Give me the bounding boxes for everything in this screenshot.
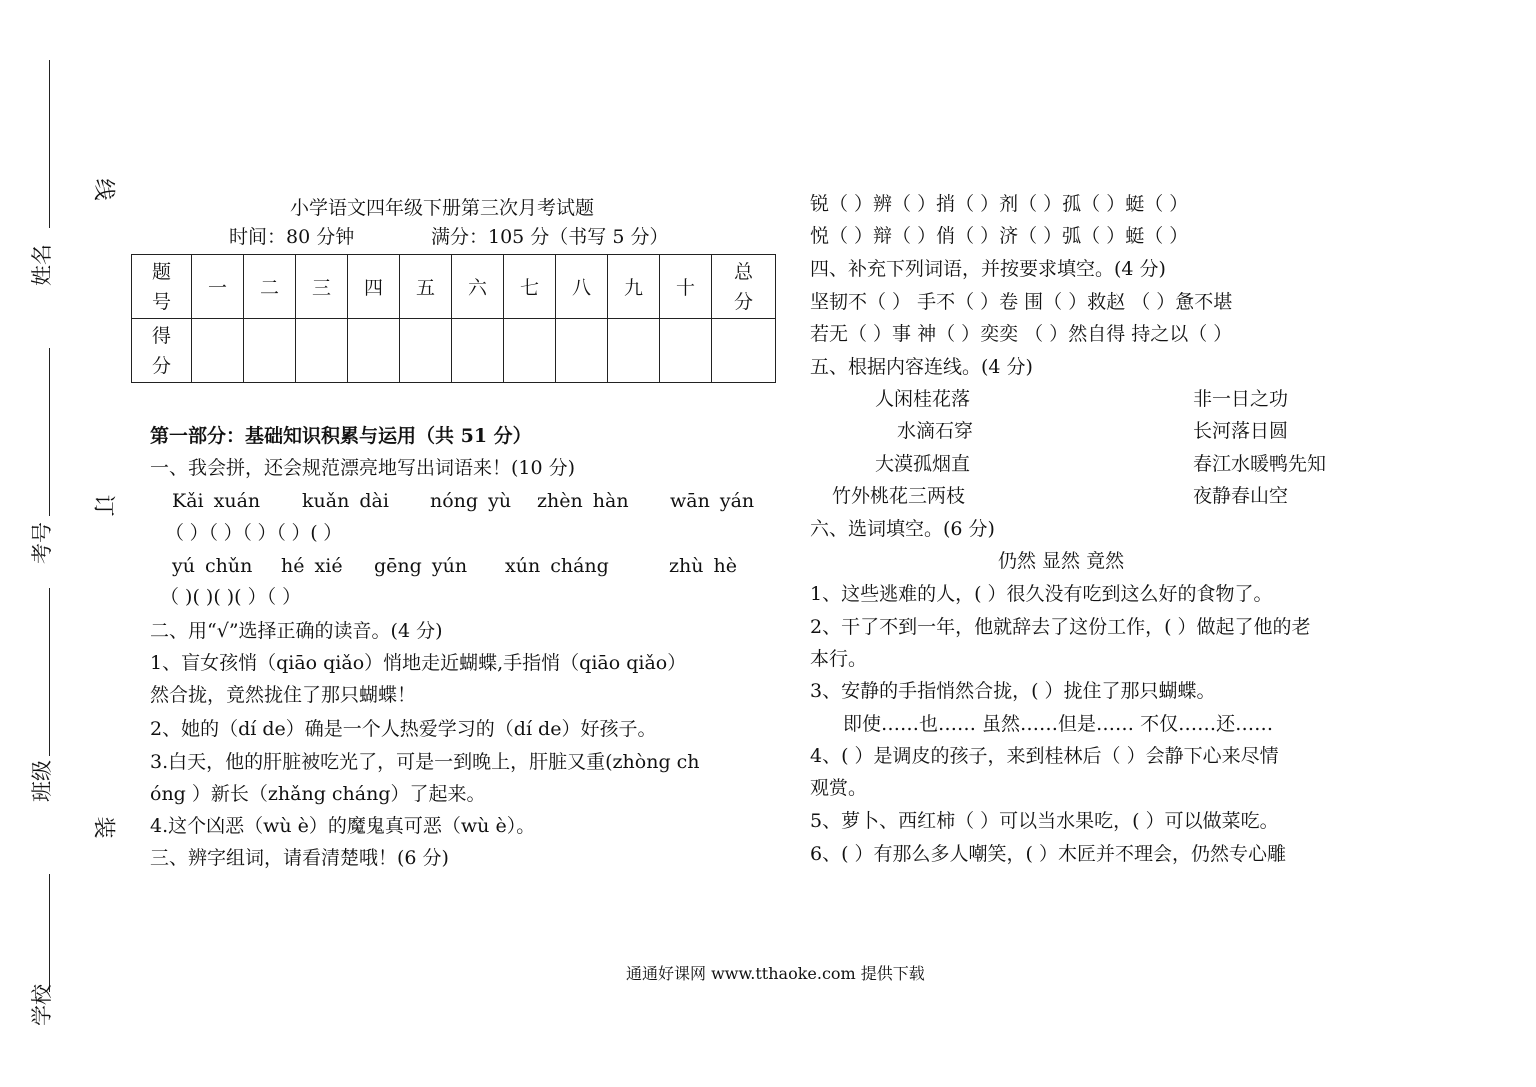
q3-row-1[interactable]: 锐（ ）辨（ ）捎（ ）剂（ ）孤（ ）蜓（ ） xyxy=(810,193,1189,215)
score-cell[interactable] xyxy=(348,319,400,383)
q4-row-2[interactable]: 若无（ ）事 神（ ）奕奕 （ ）然自得 持之以（ ） xyxy=(810,323,1233,345)
score-cell[interactable] xyxy=(400,319,452,383)
q5-left-item: 竹外桃花三两枝 xyxy=(832,485,966,507)
q1-pinyin: hé xié xyxy=(281,555,343,577)
score-cell[interactable] xyxy=(296,319,348,383)
exam-title: 小学语文四年级下册第三次月考试题 xyxy=(290,197,595,219)
exam-full-score: 满分：105 分（书写 5 分） xyxy=(431,226,669,248)
q1-pinyin: xún cháng xyxy=(505,555,609,577)
q5-right-item: 夜静春山空 xyxy=(1193,485,1289,507)
score-cell[interactable] xyxy=(556,319,608,383)
col-header: 十 xyxy=(660,255,712,319)
q6-item-4: 4、( ）是调皮的孩子，来到桂林后（ ）会静下心来尽情 xyxy=(810,745,1279,767)
class-label: 班级 xyxy=(30,760,54,802)
col-header: 五 xyxy=(400,255,452,319)
q1-pinyin: wān yán xyxy=(670,490,755,512)
score-cell[interactable] xyxy=(244,319,296,383)
col-header: 九 xyxy=(608,255,660,319)
q4-heading: 四、补充下列词语，并按要求填空。(4 分) xyxy=(810,258,1166,280)
name-label: 姓名 xyxy=(30,244,54,286)
q5-right-item: 春江水暖鸭先知 xyxy=(1193,453,1327,475)
part1-heading: 第一部分：基础知识积累与运用（共 51 分） xyxy=(150,425,532,447)
binding-line-class xyxy=(49,588,50,756)
col-header: 四 xyxy=(348,255,400,319)
q2-item-1: 1、盲女孩悄（qiāo qiǎo）悄地走近蝴蝶,手指悄（qiāo qiǎo） xyxy=(150,652,687,674)
col-header: 二 xyxy=(244,255,296,319)
q2-heading: 二、用“√”选择正确的读音。(4 分) xyxy=(150,620,443,642)
q1-pinyin: nóng yù xyxy=(430,490,512,512)
q1-pinyin: gēng yún xyxy=(374,555,468,577)
q6-item-6: 6、( ）有那么多人嘲笑，( ）木匠并不理会，仍然专心雕 xyxy=(810,843,1286,865)
q1-pinyin: kuǎn dài xyxy=(302,490,389,512)
q5-left-item: 人闲桂花落 xyxy=(875,388,971,410)
score-cell[interactable] xyxy=(608,319,660,383)
q1-pinyin: zhèn hàn xyxy=(537,490,629,512)
exam-no-label: 考号 xyxy=(30,522,54,564)
q6-word-options: 仍然 显然 竟然 xyxy=(998,550,1125,572)
q6-item-4-cont: 观赏。 xyxy=(810,777,868,799)
q6-item-2: 2、干了不到一年，他就辞去了这份工作，( ）做起了他的老 xyxy=(810,616,1311,638)
q4-row-1[interactable]: 坚韧不（ ） 手不（ ）卷 围（ ）救赵 （ ）惫不堪 xyxy=(810,291,1233,313)
q5-heading: 五、根据内容连线。(4 分) xyxy=(810,356,1033,378)
q3-heading: 三、辨字组词，请看清楚哦！(6 分) xyxy=(150,847,449,869)
col-header: 一 xyxy=(192,255,244,319)
q2-item-2: 2、她的（dí de）确是一个人热爱学习的（dí de）好孩子。 xyxy=(150,718,657,740)
score-table xyxy=(131,254,776,383)
q1-pinyin: Kǎi xuán xyxy=(172,490,261,512)
page-footer: 通通好课网 www.tthaoke.com 提供下载 xyxy=(626,964,925,983)
score-cell-total[interactable] xyxy=(712,319,776,383)
binding-char-zhuang: 装 xyxy=(90,816,116,839)
q5-right-item: 长河落日圆 xyxy=(1193,420,1289,442)
q1-answer-blanks[interactable]: （ )( )( )( ）（ ） xyxy=(160,586,302,608)
q6-item-2-cont: 本行。 xyxy=(810,648,868,670)
score-cell[interactable] xyxy=(452,319,504,383)
q2-item-1-cont: 然合拢，竟然拢住了那只蝴蝶！ xyxy=(150,684,417,706)
q6-item-3: 3、安静的手指悄然合拢，( ）拢住了那只蝴蝶。 xyxy=(810,680,1216,702)
row-label-score: 得 分 xyxy=(132,319,192,383)
q6-item-5: 5、萝卜、西红柿（ ）可以当水果吃，( ）可以做菜吃。 xyxy=(810,810,1279,832)
row-label-question-no: 题 号 xyxy=(132,255,192,319)
school-label: 学校 xyxy=(30,984,54,1026)
score-cell[interactable] xyxy=(192,319,244,383)
q2-item-4: 4.这个凶恶（wù è）的魔鬼真可恶（wù è）。 xyxy=(150,815,536,837)
score-cell[interactable] xyxy=(660,319,712,383)
q1-answer-blanks[interactable]: （ ）（ ）（ ）（ ）( ） xyxy=(165,522,343,544)
col-header: 八 xyxy=(556,255,608,319)
q1-heading: 一、我会拼，还会规范漂亮地写出词语来！(10 分) xyxy=(150,457,576,479)
col-header: 六 xyxy=(452,255,504,319)
q6-item-1: 1、这些逃难的人，( ）很久没有吃到这么好的食物了。 xyxy=(810,583,1273,605)
q1-pinyin: yú chǔn xyxy=(172,555,253,577)
q5-left-item: 大漠孤烟直 xyxy=(875,453,971,475)
binding-char-ding: 订 xyxy=(90,494,116,517)
q6-conjunction-options: 即使……也…… 虽然……但是…… 不仅……还…… xyxy=(843,713,1274,735)
exam-time: 时间：80 分钟 xyxy=(229,226,355,248)
col-header: 七 xyxy=(504,255,556,319)
q1-pinyin: zhù hè xyxy=(669,555,738,577)
binding-line-name xyxy=(49,60,50,228)
q2-item-3-cont: óng ）新长（zhǎng cháng）了起来。 xyxy=(150,783,486,805)
col-header: 三 xyxy=(296,255,348,319)
binding-line-school xyxy=(49,874,50,992)
binding-char-line: 线 xyxy=(90,178,116,201)
q6-heading: 六、选词填空。(6 分) xyxy=(810,518,995,540)
col-header-total: 总 分 xyxy=(712,255,776,319)
q3-row-2[interactable]: 悦（ ）辩（ ）俏（ ）济（ ）弧（ ）蜓（ ） xyxy=(810,225,1189,247)
binding-line-exam-no xyxy=(49,348,50,516)
q5-left-item: 水滴石穿 xyxy=(897,420,974,442)
score-cell[interactable] xyxy=(504,319,556,383)
q2-item-3: 3.白天，他的肝脏被吃光了，可是一到晚上，肝脏又重(zhòng ch xyxy=(150,751,700,773)
q5-right-item: 非一日之功 xyxy=(1193,388,1289,410)
